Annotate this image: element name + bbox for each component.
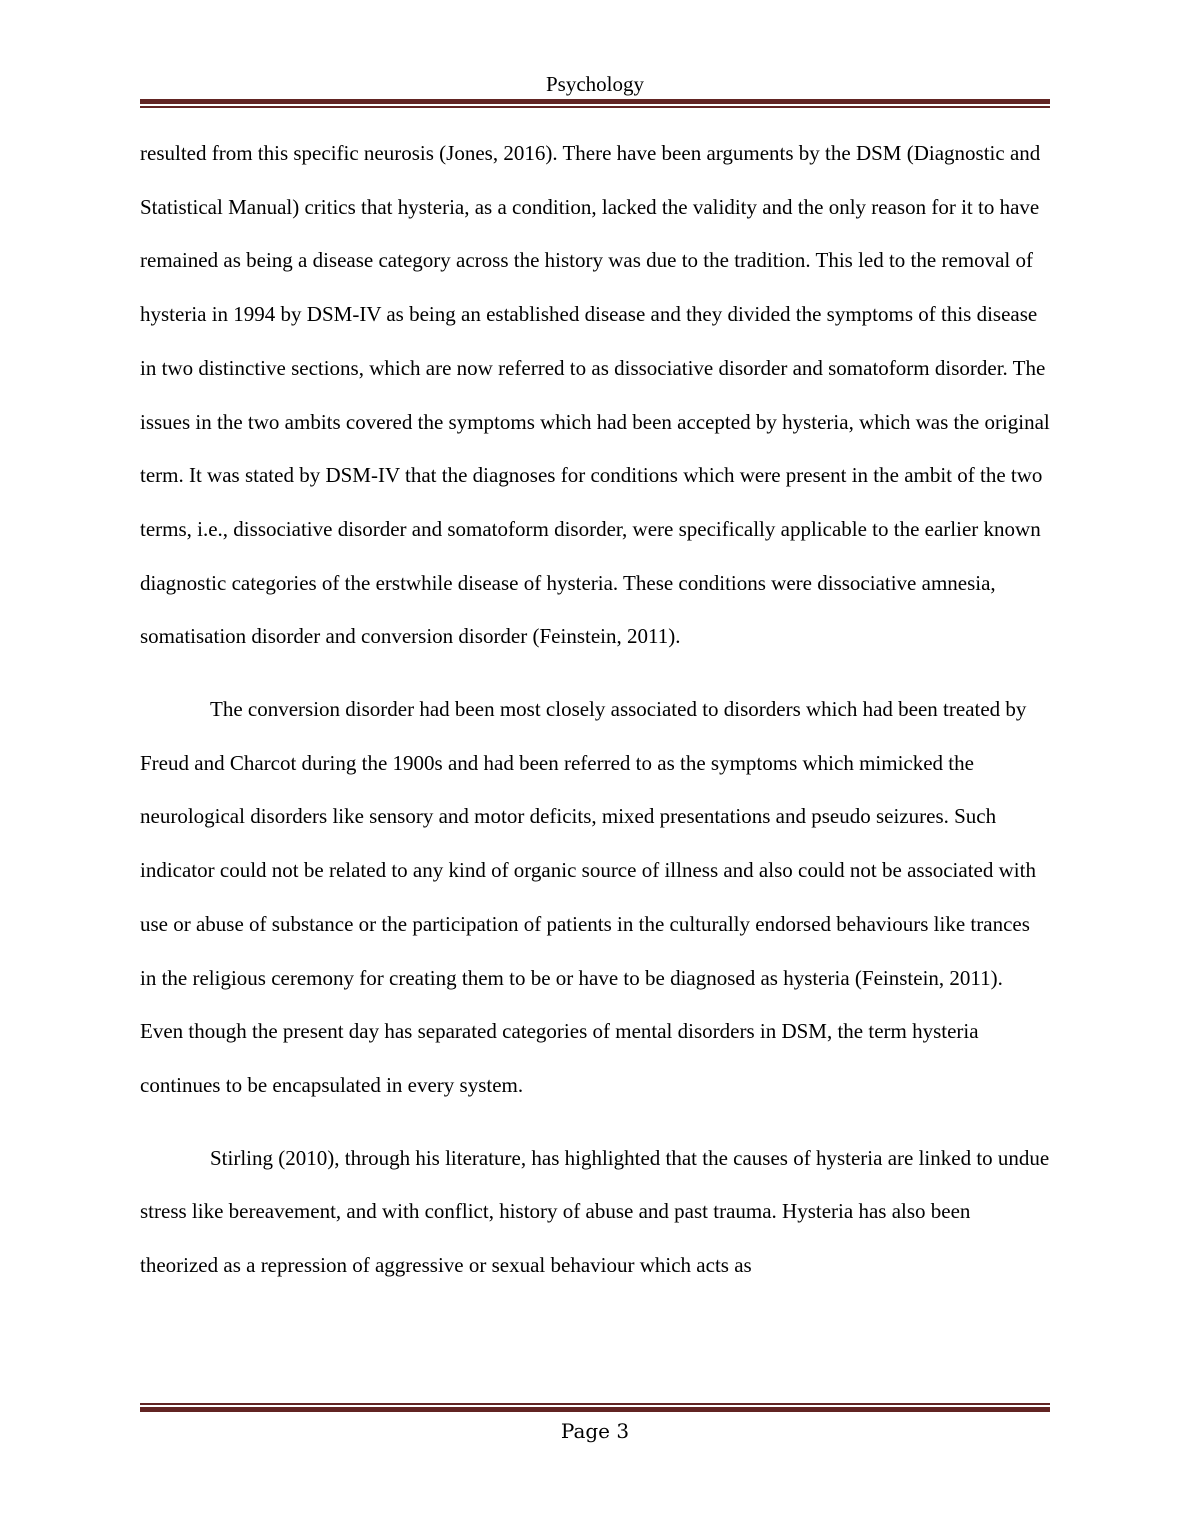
paragraph-1: resulted from this specific neurosis (Jones, 2016). There have been arguments by the DSM (Diagnostic and Statistical Manual) critics that hysteria, as a condition, lacked the validity and the only reason for it to have remained as being a disease category across the history was due to the tradition. This led to the removal of hysteria in 1994 by DSM-IV as being an established disease and they divided the symptoms of this disease in two distinctive sections, which are now referred to as dissociative disorder and somatoform disorder. The issues in the two ambits covered the symptoms which had been accepted by hysteria, which was the original term. It was stated by DSM-IV that the diagnoses for conditions which were present in the ambit of the two terms, i.e., dissociative disorder and somatoform disorder, were specifically applicable to the earlier known diagnostic categories of the erstwhile disease of hysteria. These conditions were dissociative amnesia, somatisation disorder and conversion disorder (Feinstein, 2011). [140, 141, 1050, 649]
page-number: Page 3 [560, 1419, 630, 1443]
paragraph-2: The conversion disorder had been most closely associated to disorders which had been treated by Freud and Charcot during the 1900s and had been referred to as the symptoms which mimicked the neurological disorders like sensory and motor deficits, mixed presentations and pseudo seizures. Such indicator could not be related to any kind of organic source of illness and also could not be associated with use or abuse of substance or the participation of patients in the culturally endorsed behaviours like trances in the religious ceremony for creating them to be or have to be diagnosed as hysteria (Feinstein, 2011). Even though the present day has separated categories of mental disorders in DSM, the term hysteria continues to be encapsulated in every system. [140, 697, 1036, 1097]
footer-rule-thick [140, 1407, 1050, 1412]
header-rule [140, 99, 1050, 108]
body-text [140, 127, 1050, 1293]
header-rule-thin [140, 106, 1050, 108]
footer-rule [140, 1403, 1050, 1412]
paragraph-3: Stirling (2010), through his literature, has highlighted that the causes of hysteria are linked to undue stress like bereavement, and with conflict, history of abuse and past trauma. Hysteria has also been theorized as a repression of aggressive or sexual behaviour which acts as [140, 1145, 1050, 1278]
header-title: Psychology [545, 72, 644, 96]
